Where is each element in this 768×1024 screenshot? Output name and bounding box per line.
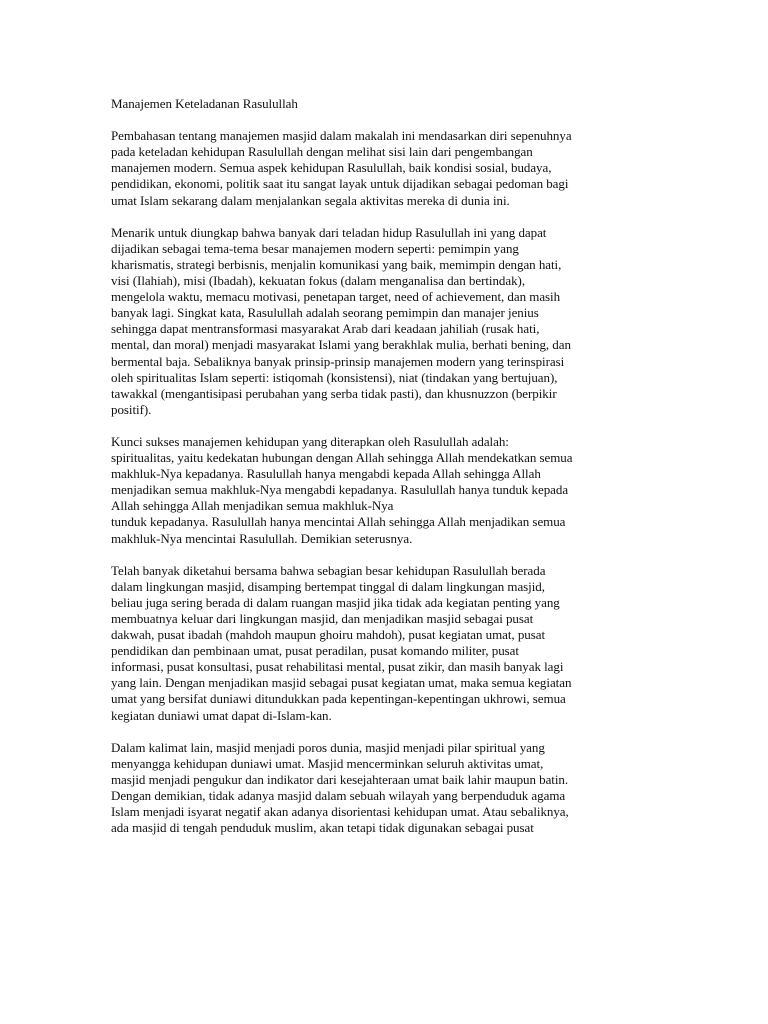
text-line: Allah sehingga Allah menjadikan semua makhluk-Nya — [111, 498, 394, 514]
text-line: beliau juga sering berada di dalam ruangan masjid jika tidak ada kegiatan penting yang — [111, 594, 560, 610]
text-line: Dengan demikian, tidak adanya masjid dalam sebuah wilayah yang berpenduduk agama — [111, 788, 566, 804]
text-line: menjadikan semua makhluk-Nya mengabdi kepadanya. Rasulullah hanya tunduk kepada — [111, 482, 569, 498]
paragraph-lingkungan-masjid — [111, 563, 646, 724]
text-line: yang lain. Dengan menjadikan masjid sebagai pusat kegiatan umat, maka semua kegiatan — [111, 675, 572, 691]
text-line: pendidikan, ekonomi, politik saat itu sangat layak untuk dijadikan sebagai pedoman bagi — [111, 176, 569, 192]
text-line: dakwah, pusat ibadah (mahdoh maupun ghoiru mahdoh), pusat kegiatan umat, pusat — [111, 627, 546, 643]
text-line: positif). — [111, 401, 152, 417]
text-line: kharismatis, strategi berbisnis, menjalin komunikasi yang baik, memimpin dengan hati, — [111, 256, 562, 272]
text-line: bermental baja. Sebaliknya banyak prinsip-prinsip manajemen modern yang terinspirasi — [111, 353, 565, 369]
paragraph-kunci-sukses — [111, 434, 646, 547]
text-line: pada keteladan kehidupan Rasulullah dengan melihat sisi lain dari pengembangan — [111, 144, 533, 160]
document-page — [111, 96, 646, 836]
text-line: banyak lagi. Singkat kata, Rasulullah adalah seorang pemimpin dan manajer jenius — [111, 305, 539, 321]
text-line: mengelola waktu, memacu motivasi, penetapan target, need of achievement, dan masih — [111, 289, 561, 305]
text-line: informasi, pusat konsultasi, pusat rehabilitasi mental, pusat zikir, dan masih banyak lagi — [111, 659, 564, 675]
paragraph-poros-dunia — [111, 740, 646, 837]
text-line: Islam menjadi isyarat negatif akan adanya disorientasi kehidupan umat. Atau sebaliknya, — [111, 804, 569, 820]
text-line: dijadikan sebagai tema-tema besar manajemen modern seperti: pemimpin yang — [111, 240, 519, 256]
text-line: dalam lingkungan masjid, disamping bertempat tinggal di dalam lingkungan masjid, — [111, 578, 545, 594]
text-line: tunduk kepadanya. Rasulullah hanya mencintai Allah sehingga Allah menjadikan semua — [111, 514, 566, 530]
text-line: pendidikan dan pembinaan umat, pusat peradilan, pusat komando militer, pusat — [111, 643, 519, 659]
text-line: masjid menjadi pengukur dan indikator dari kesejahteraan umat baik lahir maupun batin. — [111, 771, 569, 787]
text-line: membuatnya keluar dari lingkungan masjid, dan menjadikan masjid sebagai pusat — [111, 611, 534, 626]
paragraph-intro — [111, 128, 646, 208]
text-line: mental, dan moral) menjadi masyarakat Islami yang berakhlak mulia, berhati bening, dan — [111, 337, 571, 353]
text-line: makhluk-Nya kepadanya. Rasulullah hanya mengabdi kepada Allah sehingga Allah — [111, 466, 541, 482]
text-line: umat Islam sekarang dalam menjalankan segala aktivitas mereka di dunia ini. — [111, 192, 510, 208]
text-line: kegiatan duniawi umat dapat di-Islam-kan. — [111, 707, 332, 723]
document-title: Manajemen Keteladanan Rasulullah — [111, 96, 298, 111]
text-line: sehingga dapat mentransformasi masyarakat Arab dari keadaan jahiliah (rusak hati, — [111, 321, 540, 337]
paragraph-teladan — [111, 225, 646, 418]
text-line: Telah banyak diketahui bersama bahwa sebagian besar kehidupan Rasulullah berada — [111, 562, 546, 578]
text-line: Kunci sukses manajemen kehidupan yang diterapkan oleh Rasulullah adalah: — [111, 433, 509, 449]
text-line: manajemen modern. Semua aspek kehidupan Rasulullah, baik kondisi sosial, budaya, — [111, 160, 552, 176]
text-line: ada masjid di tengah penduduk muslim, akan tetapi tidak digunakan sebagai pusat — [111, 820, 534, 836]
text-line: umat yang bersifat duniawi ditundukkan pada kepentingan-kepentingan ukhrowi, semua — [111, 691, 566, 707]
text-line: spiritualitas, yaitu kedekatan hubungan dengan Allah sehingga Allah mendekatkan semua — [111, 450, 573, 466]
text-line: tawakkal (mengantisipasi perubahan yang serba tidak pasti), dan khusnuzzon (berpikir — [111, 385, 557, 401]
text-line: makhluk-Nya mencintai Rasulullah. Demikian seterusnya. — [111, 530, 413, 546]
text-line: Dalam kalimat lain, masjid menjadi poros dunia, masjid menjadi pilar spiritual yang — [111, 739, 545, 755]
text-line: Pembahasan tentang manajemen masjid dalam makalah ini mendasarkan diri sepenuhnya — [111, 128, 572, 144]
text-line: menyangga kehidupan duniawi umat. Masjid mencerminkan seluruh aktivitas umat, — [111, 755, 544, 771]
text-line: Menarik untuk diungkap bahwa banyak dari teladan hidup Rasulullah ini yang dapat — [111, 224, 547, 240]
text-line: visi (Ilahiah), misi (Ibadah), kekuatan fokus (dalam menganalisa dan bertindak), — [111, 273, 526, 289]
text-line: oleh spiritualitas Islam seperti: istiqomah (konsistensi), niat (tindakan yang bertujuan), — [111, 369, 558, 385]
